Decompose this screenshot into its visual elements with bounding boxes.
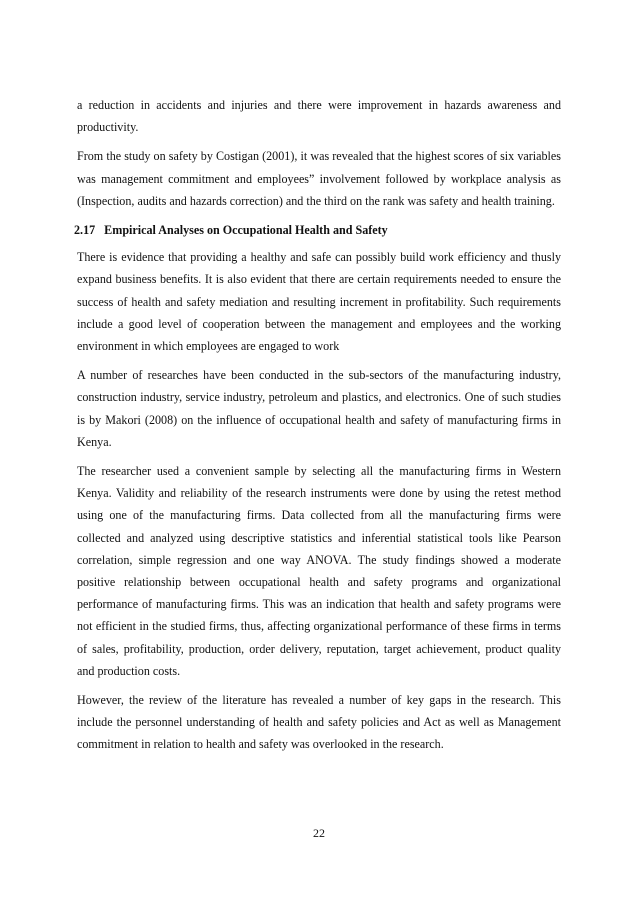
paragraph-accident-reduction: a reduction in accidents and injuries and there were improvement in hazards awareness and productivity. — [77, 98, 561, 135]
paragraph-researcher-method: The researcher used a convenient sample by selecting all the manufacturing firms in Western Kenya. Validity and reliability of the research instruments were done by using the retest method using one of the manufacturing firms. Data collected from all the manufacturing firms were collected and analyzed using descriptive statistics and inferential statistical tools like Pearson correlation, simple regression and one way ANOVA. The study findings showed a moderate positive relationship between occupational health and safety programs and organizational performance of manufacturing firms. This was an indication that health and safety programs were not efficient in the studied firms, thus, affecting organizational performance of these firms in terms of sales, profitability, production, order delivery, reputation, target achievement, product quality and production costs. — [77, 464, 561, 678]
paragraph-research-gaps: However, the review of the literature has revealed a number of key gaps in the research. This include the personnel understanding of health and safety policies and Act as well as Management commitment in relation to health and safety was overlooked in the research. — [77, 693, 561, 752]
section-title: Empirical Analyses on Occupational Health and Safety — [104, 223, 388, 238]
paragraph-researches: A number of researches have been conducted in the sub-sectors of the manufacturing industry, construction industry, service industry, petroleum and plastics, and electronics. One of such studies is by Makori (2008) on the influence of occupational health and safety of manufacturing firms in Kenya. — [77, 368, 561, 449]
paragraph-costigan-study: From the study on safety by Costigan (2001), it was revealed that the highest scores of six variables was management commitment and employees” involvement followed by workplace analysis as (Inspection, audits and hazards correction) and the third on the rank was safety and health training. — [77, 149, 561, 208]
page-number: 22 — [313, 826, 325, 840]
section-heading — [74, 219, 561, 241]
paragraph-evidence: There is evidence that providing a healthy and safe can possibly build work efficiency and thusly expand business benefits. It is also evident that there are certain requirements needed to ensure the success of health and safety mediation and resulting increment in profitability. Such requirements include a good level of cooperation between the management and employees and the working environment in which employees are engaged to work — [77, 250, 561, 354]
page-body — [74, 94, 561, 763]
section-number: 2.17 — [74, 223, 96, 238]
